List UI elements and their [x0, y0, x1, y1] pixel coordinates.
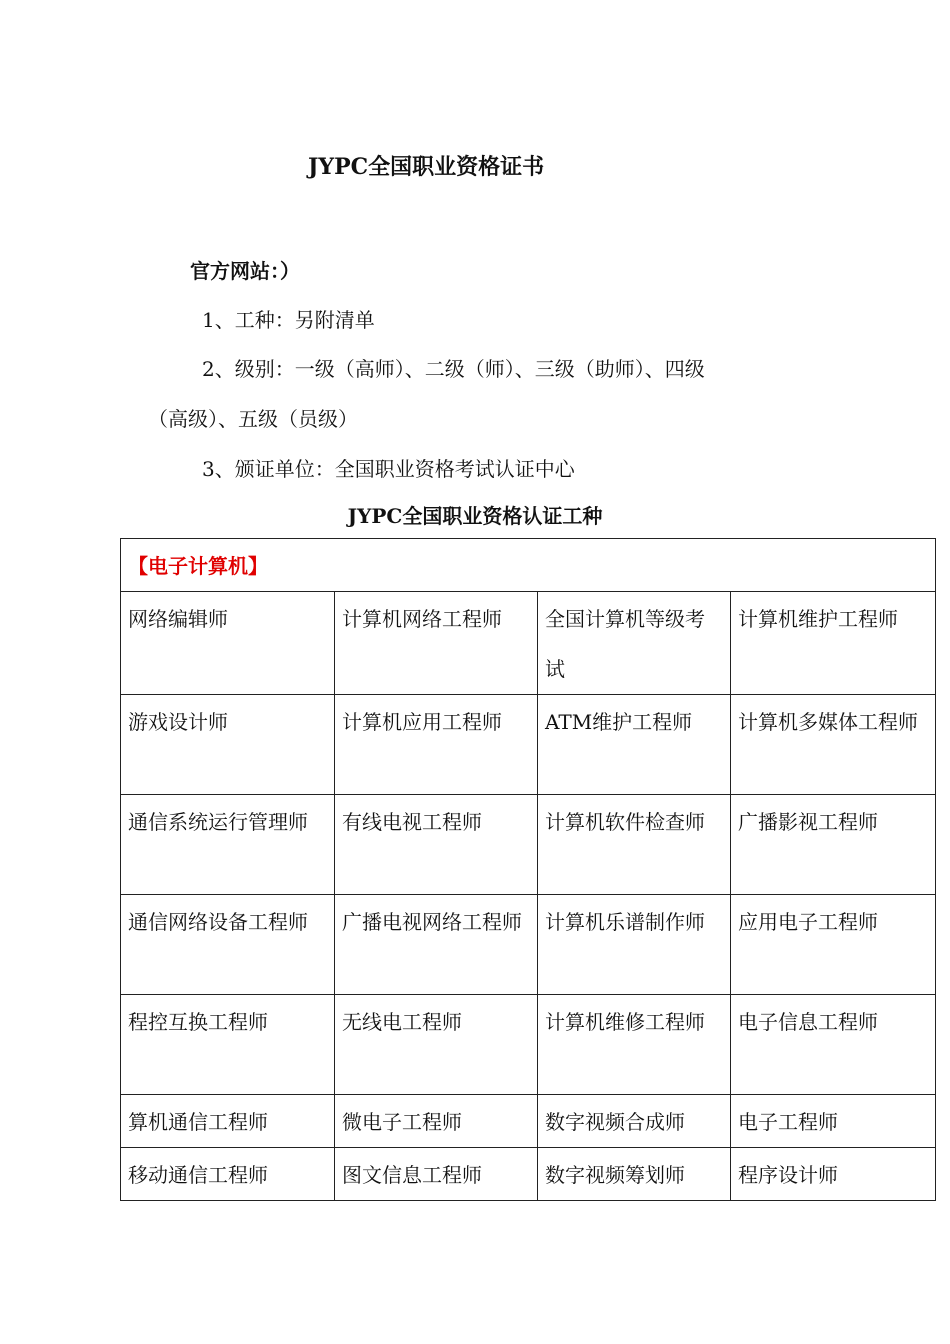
table-cell: 有线电视工程师	[335, 795, 538, 895]
table-cell: 计算机多媒体工程师	[731, 695, 936, 795]
section-header: 【电子计算机】	[121, 539, 936, 592]
table-cell: 数字视频筹划师	[538, 1148, 731, 1201]
certification-table	[120, 538, 936, 1201]
table-cell: 通信系统运行管理师	[121, 795, 335, 895]
item-level: 2、级别：一级（高师）、二级（师）、三级（助师）、四级	[202, 357, 705, 381]
table-cell: 计算机维修工程师	[538, 995, 731, 1095]
table-cell: 网络编辑师	[121, 592, 335, 695]
table-cell: 游戏设计师	[121, 695, 335, 795]
table-row	[121, 995, 936, 1095]
table-cell: 计算机乐谱制作师	[538, 895, 731, 995]
table-cell: 无线电工程师	[335, 995, 538, 1095]
table-cell: 通信网络设备工程师	[121, 895, 335, 995]
table-row	[121, 1095, 936, 1148]
table-row	[121, 1148, 936, 1201]
table-cell: 广播影视工程师	[731, 795, 936, 895]
table-cell: 电子信息工程师	[731, 995, 936, 1095]
table-cell: 计算机应用工程师	[335, 695, 538, 795]
table-cell: 图文信息工程师	[335, 1148, 538, 1201]
table-cell: 广播电视网络工程师	[335, 895, 538, 995]
table-cell: 程控互换工程师	[121, 995, 335, 1095]
table-cell: 数字视频合成师	[538, 1095, 731, 1148]
item-issuer: 3、颁证单位：全国职业资格考试认证中心	[202, 457, 575, 481]
table-cell: 计算机网络工程师	[335, 592, 538, 695]
table-cell: 微电子工程师	[335, 1095, 538, 1148]
table-cell: 应用电子工程师	[731, 895, 936, 995]
table-cell: 程序设计师	[731, 1148, 936, 1201]
table-row	[121, 592, 936, 695]
section-row	[121, 539, 936, 592]
table-cell: ATM维护工程师	[538, 695, 731, 795]
table-cell: 算机通信工程师	[121, 1095, 335, 1148]
table-cell: 计算机软件检查师	[538, 795, 731, 895]
table-cell: 电子工程师	[731, 1095, 936, 1148]
table-cell: 计算机维护工程师	[731, 592, 936, 695]
item-level-continued: （高级）、五级（员级）	[148, 407, 358, 431]
table-title: JYPC全国职业资格认证工种	[347, 504, 603, 528]
table-row	[121, 795, 936, 895]
table-cell: 全国计算机等级考试	[538, 592, 731, 695]
table-cell: 移动通信工程师	[121, 1148, 335, 1201]
website-label: 官方网站：）	[190, 259, 300, 283]
table-row	[121, 895, 936, 995]
table-row	[121, 695, 936, 795]
document-title: JYPC全国职业资格证书	[308, 154, 545, 180]
item-job-type: 1、工种：另附清单	[202, 308, 375, 332]
